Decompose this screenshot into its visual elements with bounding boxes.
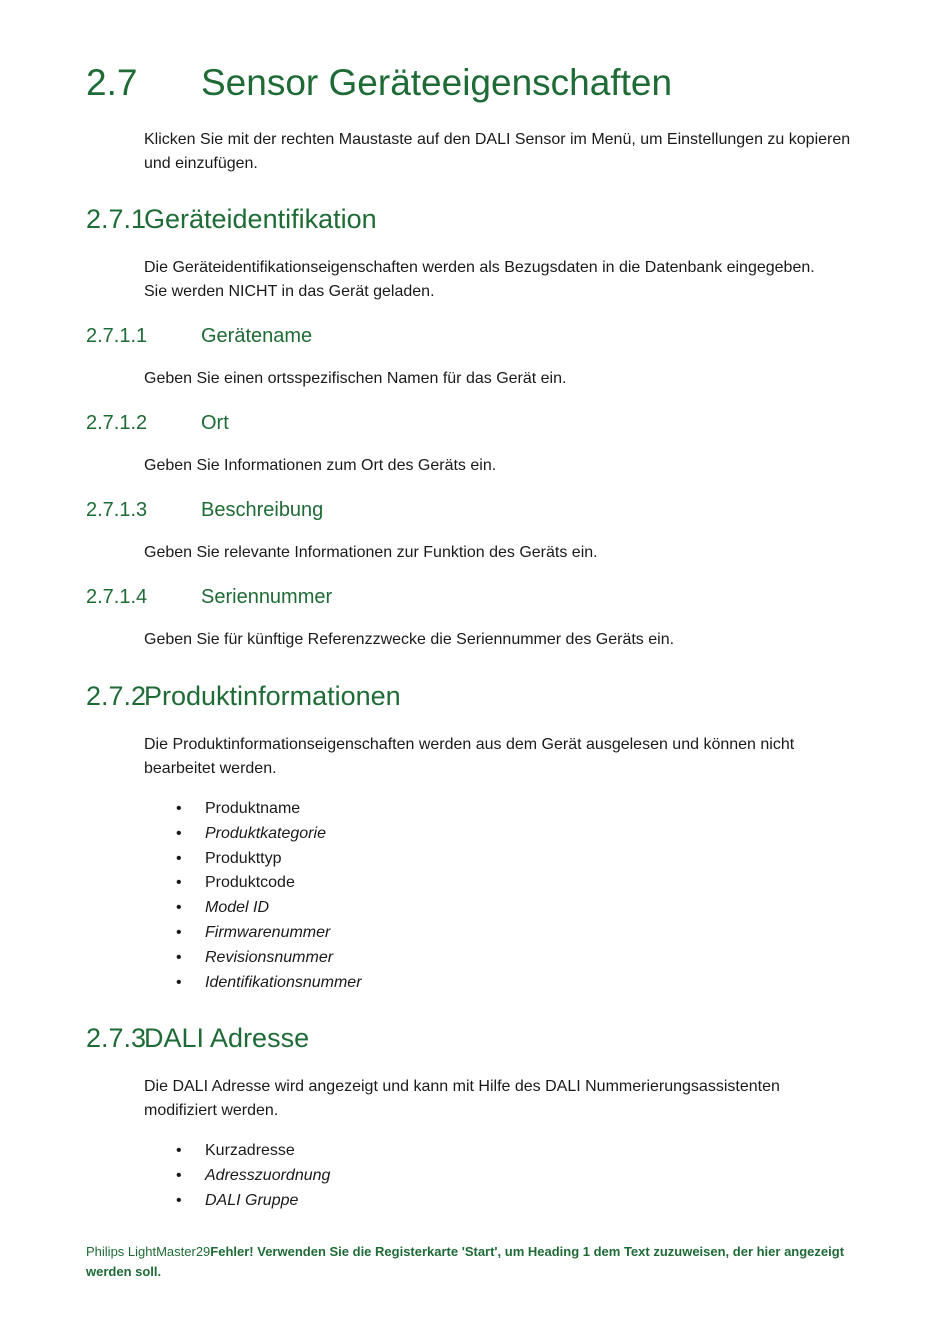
subsection-number: 2.7.2 (86, 681, 147, 711)
subsubsection-number: 2.7.1.1 (86, 325, 148, 347)
subsubsection-heading (86, 325, 312, 348)
bullet-icon: • (176, 1166, 182, 1184)
paragraph-line: Die DALI Adresse wird angezeigt und kann mit Hilfe des DALI Nummerierungsassistenten (144, 1078, 780, 1095)
bullet-icon: • (176, 800, 182, 817)
subsubsection-title: Seriennummer (201, 586, 333, 608)
paragraph-line: Geben Sie für künftige Referenzzwecke die Seriennummer des Geräts ein. (144, 631, 675, 648)
section-number: 2.7 (86, 62, 138, 103)
subsection-heading (86, 204, 377, 235)
paragraph-line: bearbeitet werden. (144, 760, 277, 777)
page-footer (86, 1242, 866, 1282)
intro-line: Klicken Sie mit der rechten Maustaste auf den DALI Sensor im Menü, um Einstellungen zu kopieren (144, 131, 851, 148)
bullet-icon: • (176, 899, 182, 917)
paragraph-line: Die Geräteidentifikationseigenschaften werden als Bezugsdaten in die Datenbank eingegeben. (144, 259, 815, 276)
list-item: • Firmwarenummer (176, 921, 362, 946)
bullet-icon: • (176, 1142, 182, 1159)
paragraph-line: Geben Sie Informationen zum Ort des Geräts ein. (144, 457, 497, 474)
bullet-icon: • (176, 948, 182, 966)
subsubsection-paragraph (144, 541, 864, 565)
footer-product: Philips LightMaster (86, 1244, 196, 1259)
list-item: • Kurzadresse (176, 1139, 330, 1164)
subsection-paragraph (144, 1075, 864, 1123)
section-heading (86, 62, 672, 104)
subsection-number: 2.7.3 (86, 1023, 147, 1053)
subsubsection-paragraph (144, 454, 864, 478)
subsection-paragraph (144, 733, 864, 781)
list-item: • Produktkategorie (176, 822, 362, 847)
subsection-heading (86, 1023, 309, 1054)
subsubsection-title: Gerätename (201, 325, 313, 347)
product-info-list (176, 797, 362, 995)
subsection-title: Produktinformationen (144, 681, 401, 711)
list-item: • Revisionsnummer (176, 946, 362, 971)
list-item: • Produkttyp (176, 847, 362, 872)
subsection-heading (86, 681, 401, 712)
intro-paragraph (144, 128, 864, 176)
bullet-icon: • (176, 824, 182, 842)
bullet-icon: • (176, 849, 182, 867)
section-title: Sensor Geräteeigenschaften (201, 62, 673, 103)
subsubsection-heading (86, 499, 323, 522)
footer-error-text: Fehler! Verwenden Sie die Registerkarte 'Start', um Heading 1 dem Text zuzuweisen, der hier angezeigt werden soll. (86, 1244, 845, 1279)
subsubsection-heading (86, 586, 332, 609)
subsubsection-title: Ort (201, 412, 229, 434)
paragraph-line: Geben Sie einen ortsspezifischen Namen für das Gerät ein. (144, 370, 567, 387)
dali-address-list (176, 1139, 330, 1213)
list-item: • Model ID (176, 896, 362, 921)
paragraph-line: Die Produktinformationseigenschaften werden aus dem Gerät ausgelesen und können nicht (144, 736, 795, 753)
subsubsection-paragraph (144, 367, 864, 391)
paragraph-line: Sie werden NICHT in das Gerät geladen. (144, 283, 435, 300)
subsubsection-number: 2.7.1.3 (86, 499, 148, 521)
subsection-title: DALI Adresse (144, 1023, 310, 1053)
list-item: • Identifikationsnummer (176, 971, 362, 996)
intro-line: und einzufügen. (144, 155, 258, 172)
subsubsection-paragraph (144, 628, 864, 652)
subsection-number: 2.7.1 (86, 204, 147, 234)
list-item: • Produktcode (176, 871, 362, 896)
page-number: 29 (195, 1244, 211, 1259)
subsection-paragraph (144, 256, 864, 304)
subsubsection-number: 2.7.1.4 (86, 586, 148, 608)
bullet-icon: • (176, 973, 182, 991)
bullet-icon: • (176, 923, 182, 941)
bullet-icon: • (176, 874, 182, 892)
list-item: • Produktname (176, 797, 362, 822)
paragraph-line: Geben Sie relevante Informationen zur Funktion des Geräts ein. (144, 544, 598, 561)
list-item: • DALI Gruppe (176, 1189, 330, 1214)
subsubsection-number: 2.7.1.2 (86, 412, 148, 434)
paragraph-line: modifiziert werden. (144, 1102, 279, 1119)
bullet-icon: • (176, 1191, 182, 1209)
subsubsection-heading (86, 412, 229, 435)
subsection-title: Geräteidentifikation (144, 204, 377, 234)
list-item: • Adresszuordnung (176, 1164, 330, 1189)
subsubsection-title: Beschreibung (201, 499, 324, 521)
